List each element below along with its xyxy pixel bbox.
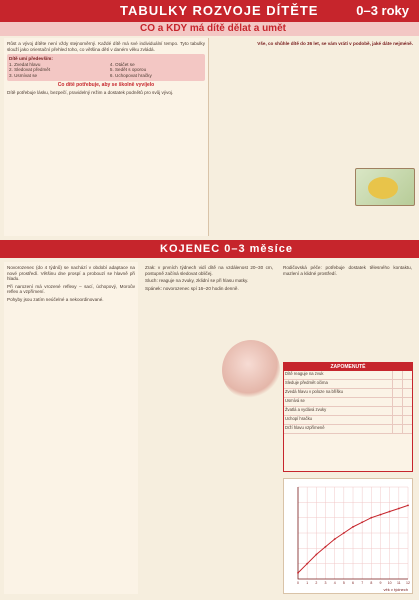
section-heading: Co dítě potřebuje, aby se školně vyvíjelo	[57, 81, 155, 88]
skill-5: 5. Sedět s oporou	[109, 67, 147, 73]
skill-2: 2. Sledovat předmět	[9, 67, 51, 73]
col3-p1: Rodičovská péče: potřebuje dostatek tělesného kontaktu, mazlení a klidné prostředí.	[283, 265, 412, 276]
toy-shape	[368, 177, 398, 199]
section-divider	[0, 240, 419, 258]
section-title: KOJENEC 0–3 měsíce	[160, 243, 293, 255]
table-row: Dítě reaguje na zvuk	[284, 371, 412, 380]
subtitle: CO a KDY má dítě dělat a umět	[140, 23, 286, 34]
age-range: 0–3 roky	[356, 3, 409, 18]
data-point	[370, 517, 372, 519]
data-point	[315, 554, 317, 556]
x-tick-label: 8	[370, 581, 373, 585]
x-tick-label: 11	[397, 581, 401, 585]
baby-photo	[222, 340, 280, 400]
table-row: Žvatlá a vydává zvuky	[284, 407, 412, 416]
col2-p1: Zrak: v prvních týdnech vidí dítě na vzdálenost 20–30 cm, postupně začíná sledovat obličej.	[145, 265, 273, 276]
skill-4: 4. Otáčet se	[109, 61, 135, 67]
x-tick-label: 10	[387, 581, 392, 585]
bottom-column-2	[142, 262, 276, 594]
data-point	[352, 526, 354, 528]
top-left-column	[4, 38, 209, 236]
x-tick-label: 0	[297, 581, 299, 585]
skill-1: 1. Zvedat hlavu	[9, 61, 41, 67]
x-tick-label: 6	[352, 581, 354, 585]
header-bar	[0, 0, 419, 22]
data-point	[361, 521, 363, 523]
page-title: TABULKY ROZVOJE DÍTĚTE	[120, 3, 319, 18]
col1-p3: Pohyby jsou zatím neúčelné a nekoordinované.	[7, 296, 104, 302]
x-tick-label: 5	[342, 581, 345, 585]
bottom-column-1	[4, 262, 138, 594]
col1-p2: Při narození má vrozené reflexy – sací, úchopový, Moroův reflex a vzpřímení.	[7, 283, 135, 295]
skills-box	[7, 54, 205, 80]
top-right-column	[212, 38, 416, 236]
data-point	[343, 532, 345, 534]
data-point	[334, 538, 336, 540]
top-right-head: Vše, co shůhle dítě do 36 let, se vám vrátí v podobě, jaké dáte nejméně.	[257, 41, 413, 46]
skill-6: 6. Uchopovat hračky	[109, 72, 152, 78]
x-tick-label: 12	[406, 581, 410, 585]
col1-p1: Novorozenec (do 4 týdnů) se nachází v období adaptace na nové prostředí. Většinu dne prospí a probouzí se hlavně při hladu.	[7, 265, 135, 282]
table-row: Uchopí hračku	[284, 416, 412, 425]
col2-p2: Sluch: reaguje na zvuky, zklidní se při hlasu matky.	[145, 278, 249, 284]
data-point	[380, 514, 382, 516]
skill-3: 3. Usmívat se	[9, 72, 38, 78]
table-row: Usmívá se	[284, 398, 412, 407]
x-tick-label: 4	[333, 581, 336, 585]
checklist-table	[283, 362, 413, 472]
x-tick-label: 7	[361, 581, 364, 585]
subtitle-band	[0, 22, 419, 36]
intro-text: Růst a vývoj dítěte není vždy stejnoměrný. Každé dítě má své individuální tempo. Tyto tabulky slouží jako orientační přehled toho, co většina dětí v daném věku zvládá.	[7, 41, 205, 52]
table-row: Zvedá hlavu v poloze na bříšku	[284, 389, 412, 398]
x-tick-label: 3	[324, 581, 327, 585]
data-point	[325, 546, 327, 548]
table-row: Sleduje předmět očima	[284, 380, 412, 389]
data-point	[389, 511, 391, 513]
skills-title: Dítě umí především:	[9, 56, 53, 62]
x-tick-label: 9	[379, 581, 382, 585]
table-row: Drží hlavu vzpřímeně	[284, 425, 412, 434]
section-body: Dítě potřebuje lásku, bezpečí, pravidelný režim a dostatek podnětů pro svůj vývoj.	[7, 90, 174, 96]
toy-photo	[355, 168, 415, 206]
data-point	[297, 572, 299, 574]
x-tick-label: 1	[306, 581, 309, 585]
growth-chart-svg	[284, 479, 414, 595]
data-point	[398, 508, 400, 510]
col2-p3: Spánek: novorozenec spí 16–20 hodin denně.	[145, 285, 239, 291]
data-point	[306, 563, 308, 565]
x-axis-label: věk v týdnech	[383, 587, 408, 592]
growth-chart	[283, 478, 413, 594]
data-point	[407, 505, 409, 507]
checklist-title: ZAPOMENUTÉ	[284, 363, 412, 371]
x-tick-label: 2	[315, 581, 318, 585]
